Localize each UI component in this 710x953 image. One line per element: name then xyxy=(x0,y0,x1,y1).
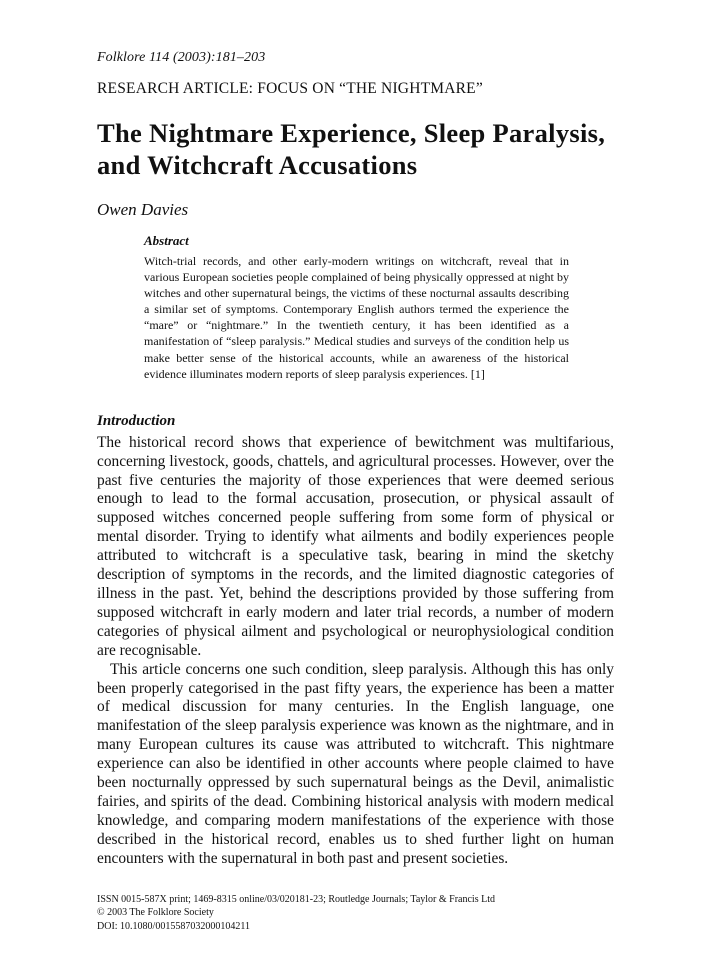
article-title xyxy=(97,117,614,181)
journal-reference: Folklore 114 (2003):181–203 xyxy=(97,50,266,65)
abstract-section xyxy=(144,232,569,382)
introduction-heading: Introduction xyxy=(97,412,176,429)
issn-line: ISSN 0015-587X print; 1469-8315 online/03/020181-23; Routledge Journals; Taylor & Francis Ltd xyxy=(97,893,495,905)
doi-line: DOI: 10.1080/0015587032000104211 xyxy=(97,920,250,932)
body-paragraph: This article concerns one such condition, sleep paralysis. Although this has only been properly categorised in the past fifty years, the experience has been a matter of medical discussion for many centuries. In the English language, one manifestation of the sleep paralysis experience was known as the nightmare, and in many European cultures its cause was attributed to witchcraft. This nightmare experience can also be identified in other accounts where people claimed to have been nocturnally oppressed by such supernatural beings as the Devil, animalistic fairies, and spirits of the dead. Combining historical analysis with modern medical knowledge, and comparing modern manifestations of the experience with those described in the historical record, enables us to shed further light on human encounters with the supernatural in both past and present societies. xyxy=(97,660,614,867)
author-name: Owen Davies xyxy=(97,200,189,219)
abstract-heading: Abstract xyxy=(144,233,189,248)
abstract-text: Witch-trial records, and other early-modern writings on witchcraft, reveal that in various European societies people complained of being physically oppressed at night by witches and other supernatural beings, the victims of these nocturnal assaults describing a similar set of symptoms. Contemporary English authors termed the experience the “mare” or “nightmare.” In the twentieth century, it has been identified as a manifestation of “sleep paralysis.” Medical studies and surveys of the condition help us make better sense of the historical accounts, while an awareness of the historical evidence illuminates modern reports of sleep paralysis experiences. [1] xyxy=(144,254,569,381)
body-paragraph: The historical record shows that experience of bewitchment was multifarious, concerning livestock, goods, chattels, and agricultural processes. However, over the past five centuries the majority of those experiences that were deemed serious enough to lead to the formal accusation, prosecution, or physical assault of supposed witches concerned people suffering from some form of physical or mental disorder. Trying to identify what ailments and bodily experiences people attributed to witchcraft is a speculative task, bearing in mind the sketchy description of symptoms in the records, and the limited diagnostic categories of illness in the past. Yet, behind the descriptions provided by those suffering from supposed witchcraft in early modern and later trial records, a number of modern categories of physical ailment and psychological or neurophysiological condition are recognisable. xyxy=(97,433,614,659)
article-title-line-1: The Nightmare Experience, Sleep Paralysis, xyxy=(97,118,606,148)
article-title-line-2: and Witchcraft Accusations xyxy=(97,150,418,180)
copyright-line: © 2003 The Folklore Society xyxy=(97,907,214,919)
publication-footer xyxy=(97,893,614,934)
introduction-body xyxy=(97,434,614,869)
section-label: RESEARCH ARTICLE: FOCUS ON “THE NIGHTMARE” xyxy=(97,80,483,97)
